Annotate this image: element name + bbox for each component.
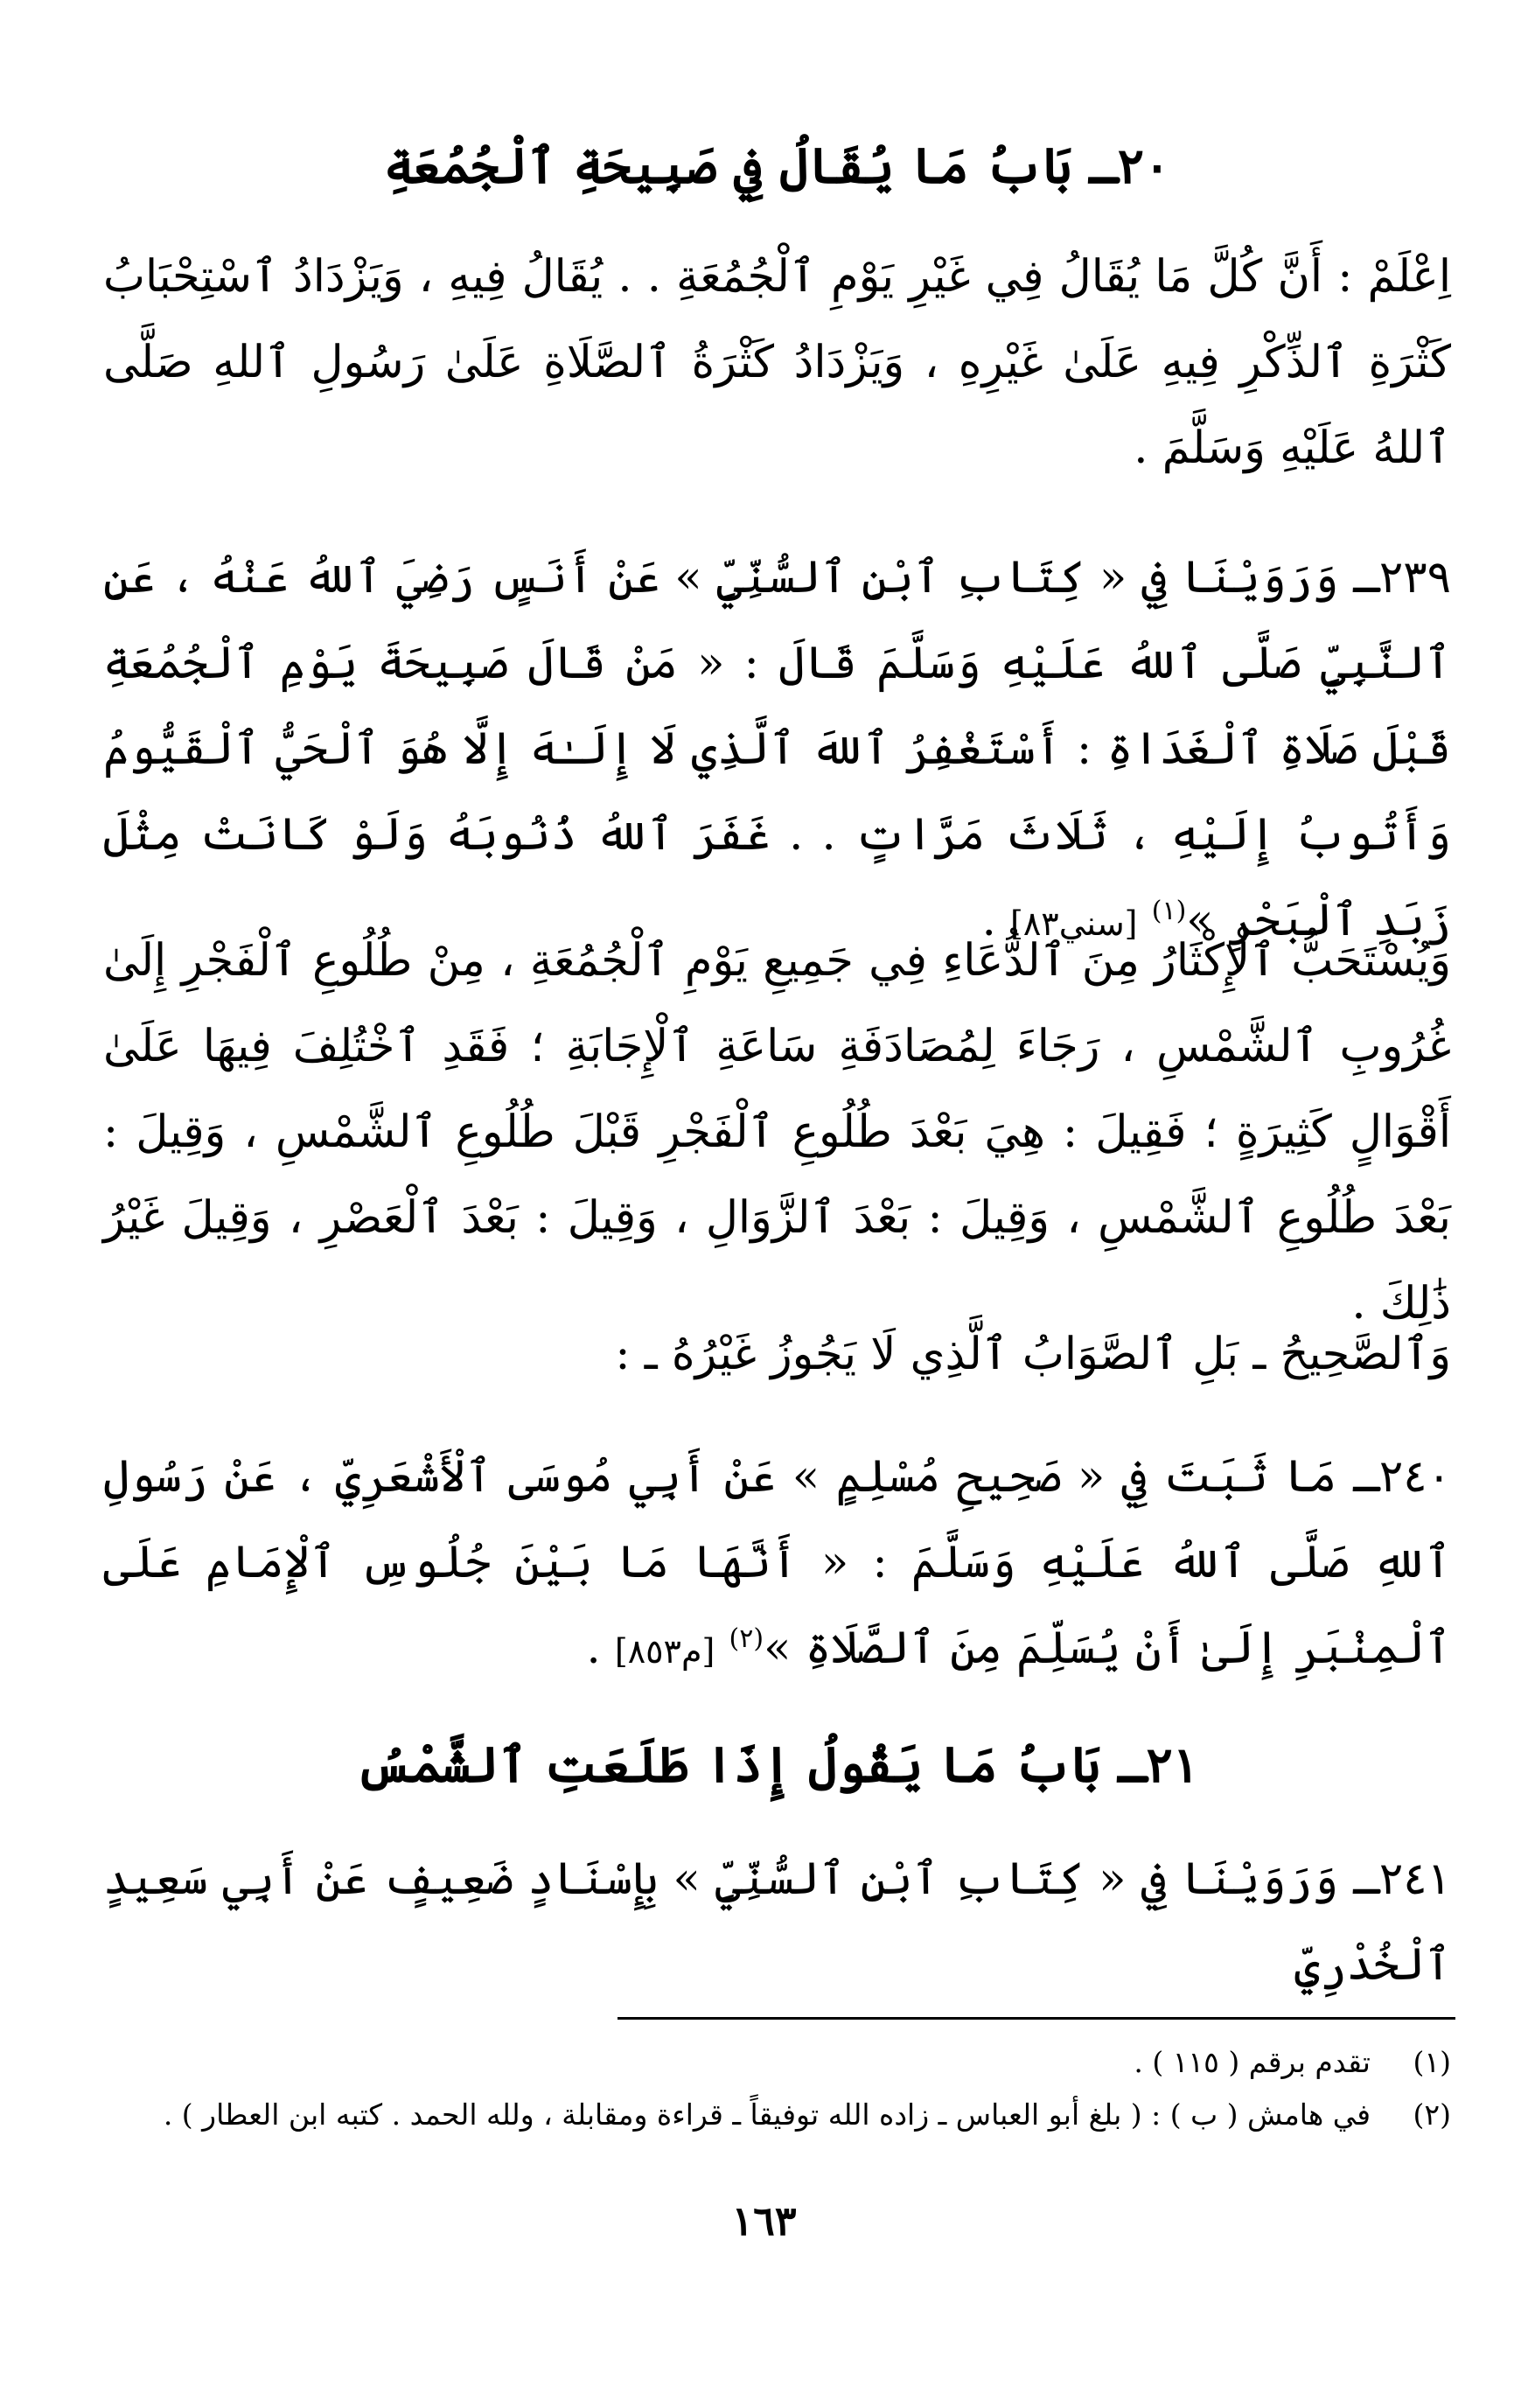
hadith-239-end: . [981,895,996,946]
page-number: ١٦٣ [731,2197,797,2244]
paragraph-hadith-241: ٢٤١ـ وَرَوَيْنَا فِي « كِتَابِ ٱبْنِ ٱلسُّنِّيِّ » بِإِسْنَادٍ ضَعِيفٍ عَنْ أَبِي سَعِيدٍ ٱلْخُدْرِيِّ [103,1853,1451,1991]
hadith-240-end: . [586,1623,601,1674]
paragraph-hadith-239 [103,535,1451,967]
source-ref-239: [سني٨٣] [1010,904,1138,943]
paragraph-hadith-240 [103,1434,1451,1694]
footnote-divider [617,2017,1455,2020]
chapter-heading-21: ٢١ـ بَابُ مَا يَقُولُ إِذَا طَلَعَتِ ٱلشَّمْسُ [355,1736,1199,1794]
footnote-2-text: في هامش ( ب ) : ( بلغ أبو العباس ـ زاده الله توفيقاً ـ قراءة ومقابلة ، ولله الحمد . كتبه ابن العطار ) . [163,2097,1371,2132]
hadith-239-text: ٢٣٩ـ وَرَوَيْنَا فِي « كِتَابِ ٱبْنِ ٱلسُّنِّيِّ » عَنْ أَنَسٍ رَضِيَ ٱللهُ عَنْهُ ، عَنِ ٱلنَّبِيِّ صَلَّى ٱللهُ عَلَيْهِ وَسَلَّمَ قَالَ : « مَنْ قَالَ صَبِيحَةَ يَوْمِ ٱلْجُمُعَةِ قَبْلَ صَلَاةِ ٱلْغَدَاةِ : أَسْتَغْفِرُ ٱللهَ ٱلَّذِي لَا إِلَـٰهَ إِلَّا هُوَ ٱلْحَيُّ ٱلْقَيُّومُ وَأَتُوبُ إِلَيْهِ ، ثَلَاثَ مَرَّاتٍ . . غَفَرَ ٱللهُ ذُنُوبَهُ وَلَوْ كَانَتْ مِثْلَ زَبَدِ ٱلْبَحْرِ » [103,552,1451,946]
footnote-1-text: تقدم برقم ( ١١٥ ) . [1134,2045,1371,2079]
footnote-1-number: (١) [1413,2045,1451,2079]
footnote-1 [103,2042,1451,2083]
source-ref-240: [م٨٥٣] [614,1632,715,1671]
paragraph-dua: وَيُسْتَحَبُّ ٱلْإِكْثَارُ مِنَ ٱلدُّعَاءِ فِي جَمِيعِ يَوْمِ ٱلْجُمُعَةِ ، مِنْ طُلُوعِ ٱلْفَجْرِ إِلَىٰ غُرُوبِ ٱلشَّمْسِ ، رَجَاءَ لِمُصَادَفَةِ سَاعَةِ ٱلْإِجَابَةِ ؛ فَقَدِ ٱخْتُلِفَ فِيهَا عَلَىٰ أَقْوَالٍ كَثِيرَةٍ ؛ فَقِيلَ : هِيَ بَعْدَ طُلُوعِ ٱلْفَجْرِ قَبْلَ طُلُوعِ ٱلشَّمْسِ ، وَقِيلَ : بَعْدَ طُلُوعِ ٱلشَّمْسِ ، وَقِيلَ : بَعْدَ ٱلزَّوَالِ ، وَقِيلَ : بَعْدَ ٱلْعَصْرِ ، وَقِيلَ غَيْرُ ذَٰلِكَ . [103,935,1451,1330]
paragraph-intro: اِعْلَمْ : أَنَّ كُلَّ مَا يُقَالُ فِي غَيْرِ يَوْمِ ٱلْجُمُعَةِ . . يُقَالُ فِيهِ ، وَيَزْدَادُ ٱسْتِحْبَابُ كَثْرَةِ ٱلذِّكْرِ فِيهِ عَلَىٰ غَيْرِهِ ، وَيَزْدَادُ كَثْرَةُ ٱلصَّلَاةِ عَلَىٰ رَسُولِ ٱللهِ صَلَّى ٱللهُ عَلَيْهِ وَسَلَّمَ . [103,251,1451,474]
footnote-2-number: (٢) [1413,2097,1451,2132]
paragraph-sahih: وَٱلصَّحِيحُ ـ بَلِ ٱلصَّوَابُ ٱلَّذِي لَا يَجُوزُ غَيْرُهُ ـ : [615,1329,1451,1380]
footnote-ref-1[interactable]: (١) [1151,896,1187,926]
footnote-2 [103,2094,1451,2136]
footnote-ref-2[interactable]: (٢) [729,1623,764,1654]
hadith-240-text: ٢٤٠ـ مَا ثَبَتَ فِي « صَحِيحِ مُسْلِمٍ » عَنْ أَبِي مُوسَى ٱلْأَشْعَرِيِّ ، عَنْ رَسُولِ ٱللهِ صَلَّى ٱللهُ عَلَيْهِ وَسَلَّمَ : « أَنَّهَا مَا بَيْنَ جُلُوسِ ٱلْإِمَامِ عَلَى ٱلْمِنْبَرِ إِلَىٰ أَنْ يُسَلِّمَ مِنَ ٱلصَّلَاةِ » [103,1451,1451,1674]
chapter-heading-20: ٢٠ـ بَابُ مَا يُقَالُ فِي صَبِيحَةِ ٱلْجُمُعَةِ [383,137,1170,195]
